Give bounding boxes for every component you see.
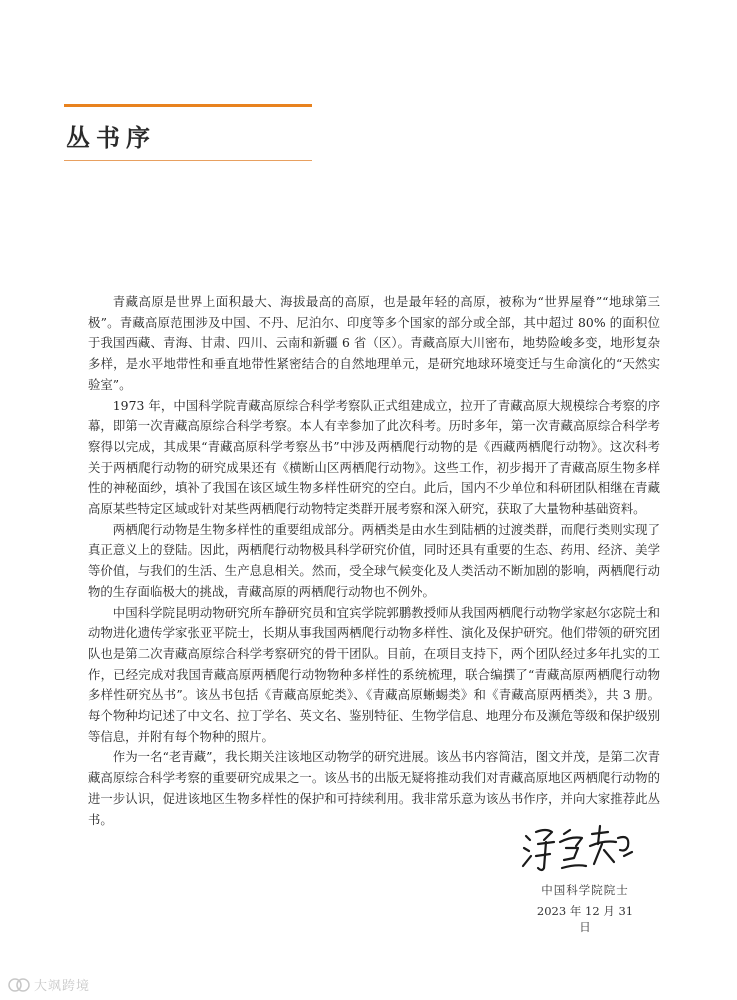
- paragraph-1: 青藏高原是世界上面积最大、海拔最高的高原，也是最年轻的高原，被称为“世界屋脊”“地球第三极”。青藏高原范围涉及中国、不丹、尼泊尔、印度等多个国家的部分或全部，其中超过 80% 的面积位于我国西藏、青海、甘肃、四川、云南和新疆 6 省（区）。青藏高原大川密布，地势险峻多变，地形复杂多样，是水平地带性和垂直地带性紧密结合的自然地理单元，是研究地球环境变迁与生命演化的“天然实验室”。: [88, 294, 660, 392]
- paragraph-4: 中国科学院昆明动物研究所车静研究员和宜宾学院郭鹏教授师从我国两栖爬行动物学家赵尔宓院士和动物进化遗传学家张亚平院士，长期从事我国两栖爬行动物多样性、演化及保护研究。他们带领的研究团队也是第二次青藏高原综合科学考察研究的骨干团队。目前，在项目支持下，两个团队经过多年扎实的工作，已经完成对我国青藏高原两栖爬行动物物种多样性的系统梳理，联合编撰了“青藏高原两栖爬行动物多样性研究丛书”。该丛书包括《青藏高原蛇类》、《青藏高原蜥蜴类》和《青藏高原两栖类》，共 3 册。每个物种均记述了中文名、拉丁学名、英文名、鉴别特征、生物学信息、地理分布及濒危等级和保护级别等信息，并附有每个物种的照片。: [88, 604, 660, 744]
- page-title: 丛书序: [66, 124, 156, 152]
- signature-date: 2023 年 12 月 31 日: [536, 904, 634, 934]
- watermark: [8, 975, 90, 994]
- paragraph-5: 作为一名“老青藏”，我长期关注该地区动物学的研究进展。该丛书内容简洁，图文并茂，是第二次青藏高原综合科学考察的重要研究成果之一。该丛书的出版无疑将推动我们对青藏高原地区两栖爬行动物的进一步认识，促进该地区生物多样性的保护和可持续利用。我非常乐意为该丛书作序，并向大家推荐此丛书。: [88, 749, 660, 827]
- watermark-logo-icon: [8, 976, 30, 994]
- signature-title: 中国科学院院士: [541, 883, 629, 897]
- paragraph-3: 两栖爬行动物是生物多样性的重要组成部分。两栖类是由水生到陆栖的过渡类群，而爬行类则实现了真正意义上的登陆。因此，两栖爬行动物极具科学研究价值，同时还具有重要的生态、药用、经济、美学等价值，与我们的生活、生产息息相关。然而，受全球气候变化及人类活动不断加剧的影响，两栖爬行动物的生存面临极大的挑战，青藏高原的两栖爬行动物也不例外。: [88, 521, 660, 599]
- paragraph-2: 1973 年，中国科学院青藏高原综合科学考察队正式组建成立，拉开了青藏高原大规模综合考察的序幕，即第一次青藏高原综合科学考察。本人有幸参加了此次科考。历时多年，第一次青藏高原综合科学考察得以完成，其成果“青藏高原科学考察丛书”中涉及两栖爬行动物的是《西藏两栖爬行动物》。这次科考关于两栖爬行动物的研究成果还有《横断山区两栖爬行动物》。这些工作，初步揭开了青藏高原生物多样性的神秘面纱，填补了我国在该区域生物多样性研究的空白。此后，国内不少单位和科研团队相继在青藏高原某些特定区域或针对某些两栖爬行动物特定类群开展考察和深入研究，获取了大量物种基础资料。: [88, 397, 660, 517]
- header-rule-top: [64, 104, 312, 107]
- header-rule-bottom: [64, 160, 312, 161]
- handwritten-signature: [520, 822, 640, 876]
- watermark-text: 大飒跨境: [34, 979, 91, 994]
- preface-body: [88, 292, 660, 830]
